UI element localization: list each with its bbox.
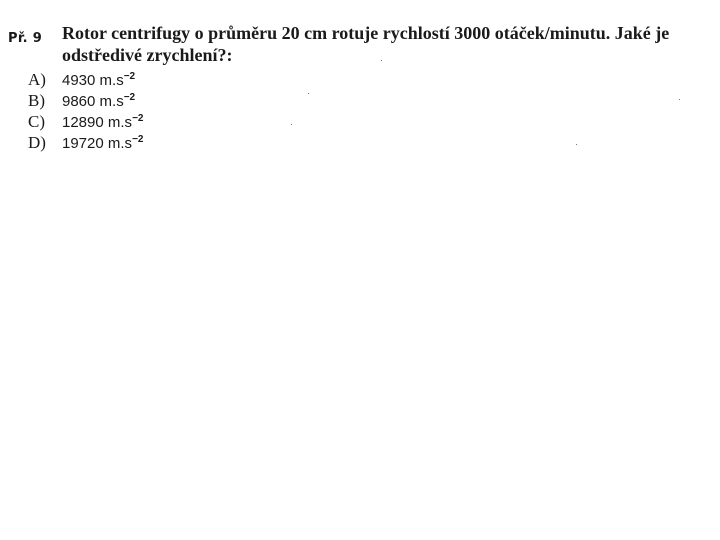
- option-unit: m.s: [99, 72, 124, 89]
- option-value: [62, 72, 135, 89]
- option-b: [28, 91, 143, 112]
- option-letter: C): [28, 112, 45, 131]
- option-exponent: −2: [132, 113, 144, 124]
- option-number: 19720: [62, 135, 104, 152]
- option-unit: m.s: [107, 114, 133, 131]
- option-exponent: −2: [123, 71, 136, 82]
- option-number: 9860: [62, 93, 96, 110]
- option-value: [62, 114, 143, 131]
- answer-options: [28, 70, 143, 154]
- option-exponent: −2: [132, 134, 144, 145]
- option-letter: B): [28, 91, 45, 110]
- option-d: [28, 133, 143, 154]
- scan-speck: [381, 60, 382, 61]
- option-a: [28, 70, 143, 91]
- option-number: 4930: [62, 72, 96, 89]
- scan-speck: [291, 124, 292, 125]
- scan-speck: [679, 99, 680, 100]
- question-text: Rotor centrifugy o průměru 20 cm rotuje rychlostí 3000 otáček/minutu. Jaké je odstředivé zrychlení?:: [62, 23, 670, 65]
- option-value: [62, 135, 143, 152]
- option-number: 12890: [62, 114, 104, 131]
- option-letter: D): [28, 133, 46, 152]
- option-unit: m.s: [107, 135, 133, 152]
- option-unit: m.s: [99, 93, 124, 110]
- problem-number: Př. 9: [8, 31, 43, 46]
- option-value: [62, 93, 135, 110]
- option-exponent: −2: [123, 92, 136, 103]
- scan-speck: [576, 144, 577, 145]
- scan-speck: [308, 93, 309, 94]
- option-c: [28, 112, 143, 133]
- option-letter: A): [28, 70, 46, 89]
